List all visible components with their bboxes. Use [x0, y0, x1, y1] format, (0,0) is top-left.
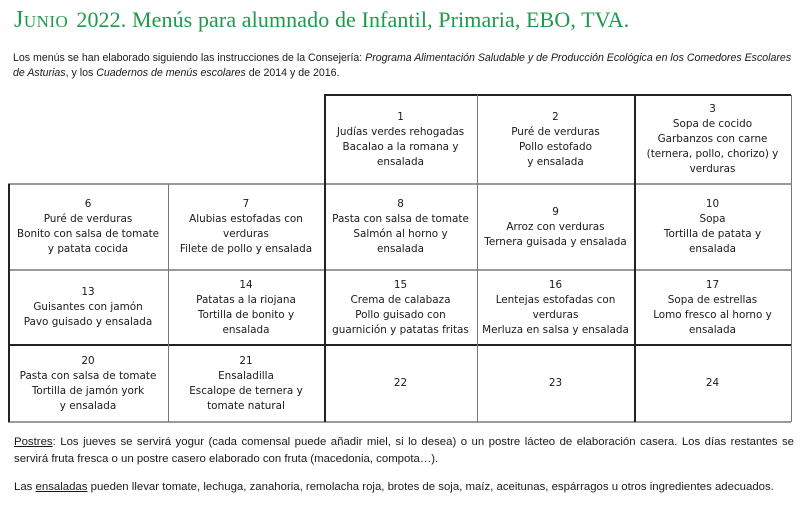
menu-day-content [706, 376, 719, 391]
menu-day-cell [634, 345, 791, 422]
menu-day-content [332, 197, 469, 257]
desserts-note [14, 434, 794, 468]
day-number: 9 [552, 205, 559, 218]
menu-day-content [196, 278, 296, 338]
salads-prefix: Las [14, 481, 36, 493]
menu-dish-line: (ternera, pollo, chorizo) y [646, 148, 779, 160]
table-row-divider [8, 183, 791, 185]
table-column-divider [168, 184, 169, 422]
day-number: 10 [705, 198, 720, 210]
day-number: 1 [397, 110, 404, 123]
menu-dish-line: Ensaladilla [218, 369, 274, 382]
day-number: 20 [81, 354, 95, 367]
menu-dish-line: ensalada [222, 323, 270, 336]
menu-dish-line: Pavo guisado y ensalada [23, 316, 153, 328]
salads-text: pueden llevar tomate, lechuga, zanahoria, remolacha roja, brotes de soja, maíz, aceitunas, espárragos u otros ingredientes adecuados. [87, 481, 774, 493]
intro-text-1: Los menús se han elaborado siguiendo las instrucciones de la Consejería: [13, 52, 366, 64]
menu-dish-line: Tortilla de jamón york [31, 384, 145, 397]
day-number: 22 [393, 377, 408, 389]
menu-day-content [180, 197, 312, 257]
day-number: 15 [393, 278, 408, 291]
title-month: Junio [14, 7, 69, 33]
menu-day-content [394, 376, 407, 391]
menu-dish-line: Merluza en salsa y ensalada [482, 323, 629, 336]
menu-dish-line: Judías verdes rehogadas [336, 125, 465, 138]
menu-dish-line: Alubias estofadas con [189, 213, 303, 225]
title-subtitle: . Menús para alumnado de Infantil, Primaria, EBO, TVA. [120, 7, 630, 32]
menu-dish-line: Bacalao a la romana y [342, 140, 459, 153]
menu-dish-line: ensalada [377, 243, 424, 255]
menu-dish-line: Pollo guisado con [355, 308, 446, 321]
menu-dish-line: Sopa de cocido [672, 118, 753, 130]
menu-dish-line: Tortilla de patata y [663, 228, 762, 240]
table-column-divider [634, 95, 636, 422]
day-number: 7 [242, 198, 250, 210]
menu-dish-line: Patatas a la riojana [196, 293, 296, 306]
table-column-divider [324, 95, 326, 422]
menu-dish-line: Tortilla de bonito y [197, 308, 295, 321]
menu-day-content [24, 285, 153, 330]
menu-dish-line: Sopa [699, 213, 726, 225]
salads-label: ensaladas [35, 481, 88, 493]
menu-dish-line: ensalada [377, 155, 424, 168]
menu-dish-line: verduras [223, 228, 269, 240]
intro-text-3: de 2014 y de 2016. [245, 67, 340, 79]
desserts-label: Postres [14, 436, 53, 448]
title-year: 2022 [76, 7, 121, 32]
menu-day-cell [477, 95, 634, 184]
menu-dish-line: Guisantes con jamón [33, 301, 143, 313]
menu-day-cell [324, 184, 477, 270]
day-number: 23 [548, 377, 563, 389]
menu-day-content [482, 278, 629, 338]
day-number: 14 [239, 278, 253, 291]
menu-dish-line: Sopa de estrellas [667, 293, 758, 306]
menu-day-cell [8, 345, 168, 422]
menu-dish-line: Escalope de ternera y [189, 384, 303, 397]
menu-dish-line: tomate natural [207, 399, 285, 412]
salads-note [14, 479, 794, 496]
menu-day-cell [634, 270, 791, 345]
menu-dish-line: guarnición y patatas fritas [332, 323, 469, 336]
day-number: 17 [705, 278, 720, 291]
menu-day-cell [8, 270, 168, 345]
menu-day-content [647, 102, 779, 177]
menu-dish-line: y ensalada [59, 399, 117, 412]
menu-day-content [549, 376, 562, 391]
menu-dish-line: verduras [532, 308, 579, 321]
menu-day-content [20, 354, 157, 414]
menu-dish-line: ensalada [689, 323, 736, 336]
menu-dish-line: Pasta con salsa de tomate [19, 369, 157, 382]
menu-day-cell [168, 184, 324, 270]
menu-day-cell [477, 270, 634, 345]
day-number: 21 [239, 354, 253, 367]
menu-day-content [332, 278, 469, 338]
menu-dish-line: Bonito con salsa de tomate [16, 228, 160, 240]
table-column-divider [8, 184, 10, 422]
menu-day-content [664, 197, 761, 257]
menu-day-cell [168, 270, 324, 345]
table-row-divider [8, 344, 791, 346]
menu-dish-line: y ensalada [527, 155, 584, 168]
menu-day-cell [8, 184, 168, 270]
menu-day-cell [324, 270, 477, 345]
menu-dish-line: Lentejas estofadas con [495, 293, 616, 306]
intro-program-name: Programa Alimentación Saludable y de Producción Ecológica en los Comedores Escolares de Asturias [13, 52, 792, 79]
menu-day-cell [477, 345, 634, 422]
menu-dish-line: y patata cocida [47, 243, 129, 255]
menu-dish-line: verduras [689, 163, 736, 175]
table-row-divider [8, 421, 791, 423]
menu-dish-line: Arroz con verduras [506, 220, 605, 233]
menu-dish-line: Pollo estofado [519, 140, 592, 153]
day-number: 6 [84, 198, 92, 210]
menu-dish-line: Puré de verduras [43, 213, 133, 225]
menu-day-content [17, 197, 159, 257]
intro-books-name: Cuadernos de menús escolares [96, 67, 246, 79]
menu-day-cell [324, 95, 477, 184]
menu-day-content [484, 205, 627, 250]
day-number: 3 [709, 103, 716, 115]
day-number: 2 [552, 110, 559, 123]
table-column-divider [791, 95, 792, 422]
desserts-text: : Los jueves se servirá yogur (cada comensal puede añadir miel, si lo desea) o un postre lácteo de elaboración casera. Los días restantes se servirá fruta fresca o un postre casero elaborado con fruta (macedonia, compota…). [14, 436, 794, 465]
menu-day-content [189, 354, 303, 414]
table-row-divider [324, 94, 791, 96]
day-number: 13 [81, 286, 95, 298]
table-row-divider [8, 269, 791, 271]
day-number: 24 [705, 377, 720, 389]
menu-day-cell [168, 345, 324, 422]
day-number: 8 [397, 198, 404, 210]
menu-dish-line: Pasta con salsa de tomate [332, 213, 469, 225]
menu-dish-line: ensalada [689, 243, 736, 255]
menu-dish-line: Puré de verduras [511, 125, 600, 138]
menu-day-cell [634, 95, 791, 184]
intro-text-2: , y los [65, 67, 97, 79]
menu-day-cell [477, 184, 634, 270]
menu-dish-line: Crema de calabaza [350, 293, 451, 306]
menu-dish-line: Filete de pollo y ensalada [179, 243, 313, 255]
menu-day-content [653, 278, 772, 338]
menu-dish-line: Ternera guisada y ensalada [484, 235, 627, 248]
menu-dish-line: Salmón al horno y [353, 228, 448, 240]
menu-day-content [337, 110, 464, 170]
menu-day-cell [324, 345, 477, 422]
menu-dish-line: Lomo fresco al horno y [653, 308, 772, 321]
menu-day-content [511, 110, 600, 170]
day-number: 16 [548, 278, 563, 291]
menu-dish-line: Garbanzos con carne [657, 133, 768, 145]
table-column-divider [477, 95, 478, 422]
menu-day-cell [634, 184, 791, 270]
